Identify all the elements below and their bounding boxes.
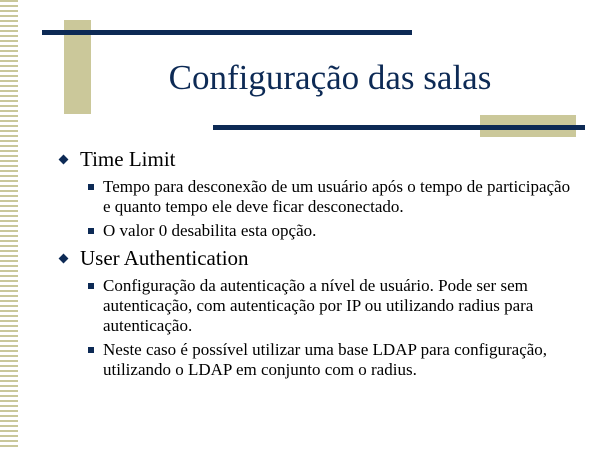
striped-border-decoration (0, 0, 18, 450)
square-bullet-icon (88, 184, 94, 190)
section-heading: Time Limit (80, 147, 176, 171)
sub-bullet-text: Neste caso é possível utilizar uma base LDAP para configuração, utilizando o LDAP em conjunto com o radius. (103, 340, 548, 379)
diamond-bullet-icon (59, 155, 69, 165)
section-heading: User Authentication (80, 246, 249, 270)
slide-content (58, 146, 578, 384)
title-accent-line-bottom (213, 125, 585, 130)
sub-bullet-item (58, 276, 578, 336)
square-bullet-icon (88, 228, 94, 234)
square-bullet-icon (88, 283, 94, 289)
sub-bullet-text: O valor 0 desabilita esta opção. (103, 221, 317, 240)
sub-bullet-text: Configuração da autenticação a nível de usuário. Pode ser sem autenticação, com autenticação por IP ou utilizando radius para autenticação. (103, 276, 534, 335)
sub-bullet-item (58, 221, 578, 241)
bullet-section-time-limit (58, 146, 578, 172)
sub-bullet-item (58, 177, 578, 217)
slide-title: Configuração das salas (168, 58, 492, 97)
sub-bullet-item (58, 340, 578, 380)
square-bullet-icon (88, 347, 94, 353)
title-accent-line-top (42, 30, 412, 35)
bullet-section-user-authentication (58, 245, 578, 271)
sub-bullet-text: Tempo para desconexão de um usuário após o tempo de participação e quanto tempo ele deve ficar desconectado. (103, 177, 571, 216)
diamond-bullet-icon (59, 254, 69, 264)
